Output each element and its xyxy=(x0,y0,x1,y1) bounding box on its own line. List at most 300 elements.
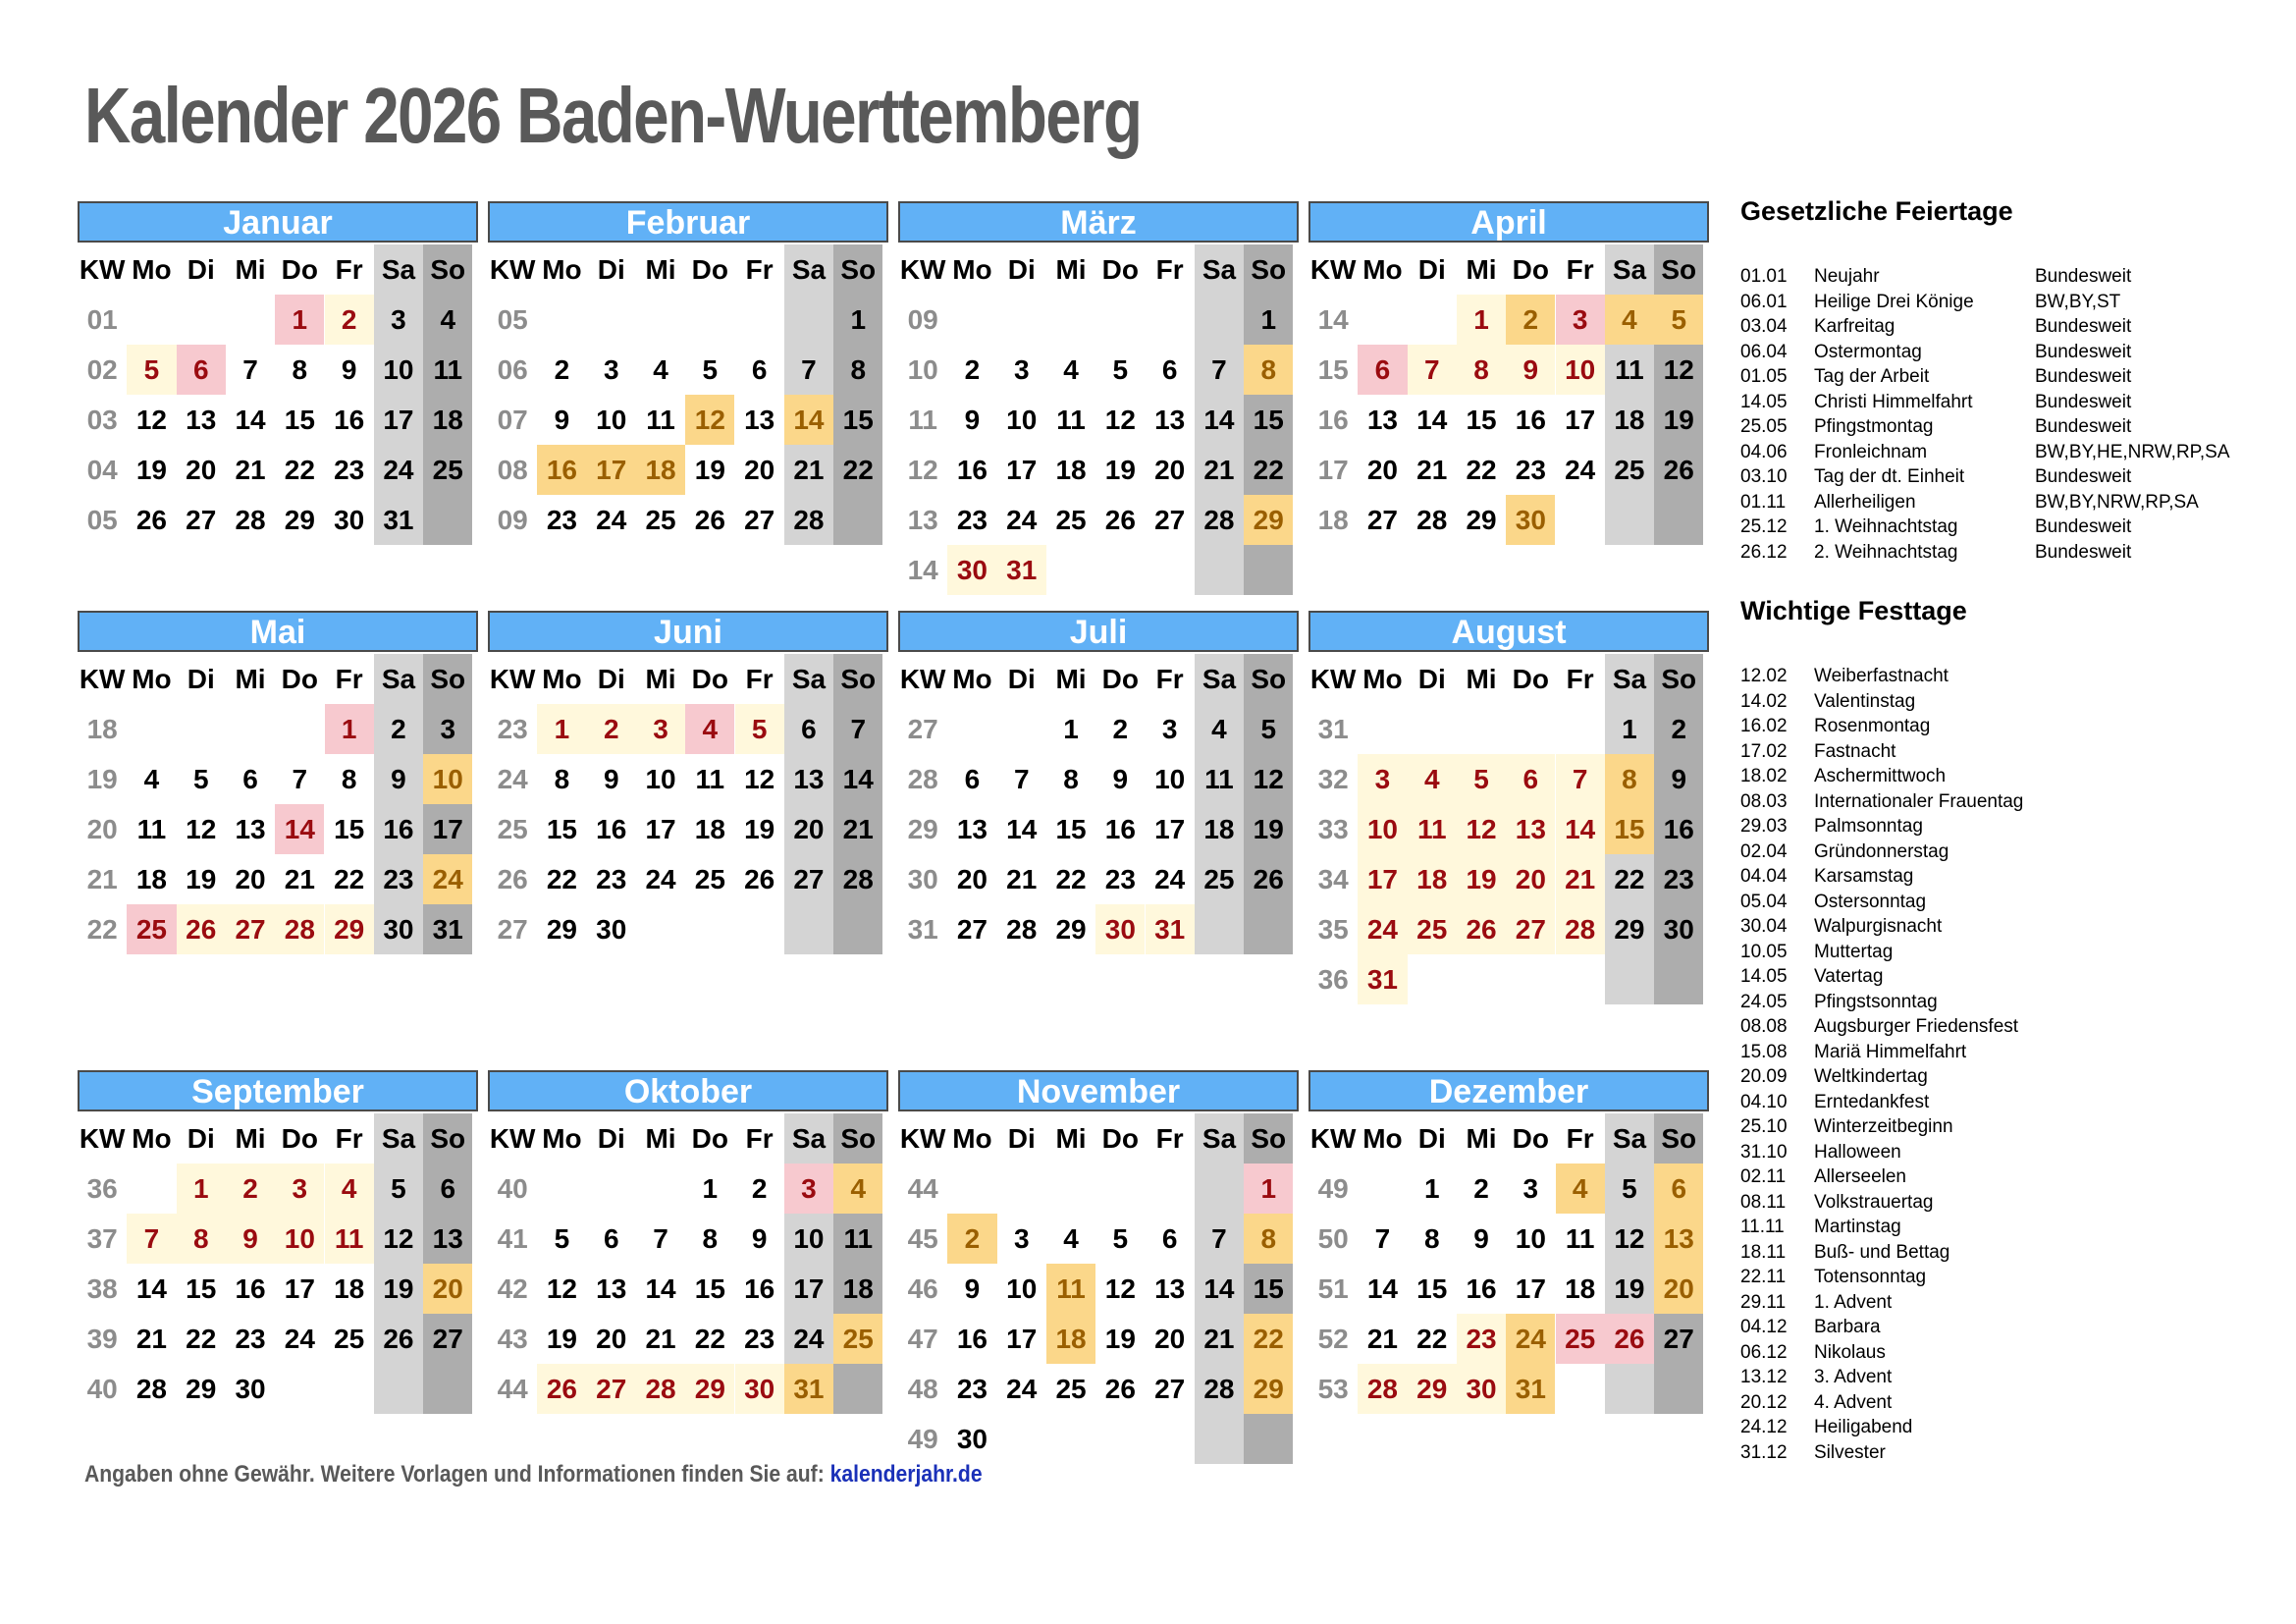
day-cell: 17 xyxy=(1006,1324,1038,1354)
weekday-header: Mi xyxy=(235,1123,266,1154)
week-number: 36 xyxy=(86,1173,118,1204)
empty-day-cell xyxy=(636,1164,685,1214)
day-cell: 23 xyxy=(383,864,414,894)
weekday-header: Mi xyxy=(1055,664,1087,694)
day-cell: 22 xyxy=(284,455,315,485)
holiday-row xyxy=(1740,464,2290,490)
day-cell: 19 xyxy=(1614,1273,1645,1304)
holiday-region: Bundesweit xyxy=(2035,366,2132,387)
day-cell: 20 xyxy=(956,864,988,894)
weekday-header: Mo xyxy=(542,664,582,694)
day-cell: 8 xyxy=(1605,754,1654,804)
day-cell: 28 xyxy=(1006,914,1038,945)
weekday-header: Mi xyxy=(1466,254,1497,285)
holiday-name: Christi Himmelfahrt xyxy=(1814,391,1973,412)
weekday-header: Do xyxy=(1512,664,1549,694)
weekday-header: Di xyxy=(1007,664,1036,694)
festival-name: Muttertag xyxy=(1814,941,1894,962)
day-cell: 16 xyxy=(596,814,627,844)
day-cell: 3 xyxy=(440,714,456,744)
week-number: 20 xyxy=(86,814,118,844)
day-cell: 26 xyxy=(135,505,168,535)
day-cell: 5 xyxy=(1260,714,1277,744)
day-cell: 25 xyxy=(1556,1314,1605,1364)
day-cell: 17 xyxy=(1154,814,1186,844)
day-cell: 28 xyxy=(235,505,266,535)
festival-name: Volkstrauertag xyxy=(1814,1191,1934,1213)
day-cell: 17 xyxy=(645,814,676,844)
day-cell: 2 xyxy=(751,1173,768,1204)
day-cell: 30 xyxy=(383,914,414,945)
week-number: 10 xyxy=(907,354,938,385)
day-cell: 12 xyxy=(685,395,734,445)
day-cell: 4 xyxy=(325,1164,374,1214)
day-cell: 16 xyxy=(1104,814,1136,844)
festival-date: 24.12 xyxy=(1740,1417,1788,1437)
day-cell: 1 xyxy=(850,304,867,335)
day-cell: 4 xyxy=(1605,295,1654,345)
festival-date: 30.04 xyxy=(1740,916,1788,937)
day-cell: 3 xyxy=(1013,1223,1030,1254)
month-days-grid xyxy=(898,1113,1299,1464)
day-cell: 15 xyxy=(1416,1273,1448,1304)
day-cell: 6 xyxy=(964,764,981,794)
weekday-header: Di xyxy=(597,1123,625,1154)
legal-holidays-title: Gesetzliche Feiertage xyxy=(1740,196,2013,226)
day-cell: 25 xyxy=(645,505,676,535)
day-cell: 16 xyxy=(235,1273,266,1304)
day-cell: 28 xyxy=(1203,505,1235,535)
weekday-header: So xyxy=(840,664,877,694)
weekday-header: Sa xyxy=(1612,1123,1647,1154)
festival-name: Aschermittwoch xyxy=(1814,766,1947,786)
holiday-region: Bundesweit xyxy=(2035,391,2132,412)
festival-name: Rosenmontag xyxy=(1814,716,1931,736)
day-cell: 1 xyxy=(1063,714,1079,744)
empty-day-cell xyxy=(127,704,176,754)
day-cell: 22 xyxy=(334,864,365,894)
day-cell: 8 xyxy=(1423,1223,1440,1254)
festival-row xyxy=(1740,1415,2290,1440)
day-cell: 17 xyxy=(1515,1273,1546,1304)
empty-day-cell xyxy=(1146,295,1195,345)
festival-date: 06.12 xyxy=(1740,1341,1788,1363)
day-cell: 31 xyxy=(1146,904,1195,954)
day-cell: 12 xyxy=(1104,405,1136,435)
weekday-header: Di xyxy=(1007,254,1036,285)
month-title: April xyxy=(1308,201,1709,243)
holiday-region: Bundesweit xyxy=(2035,541,2132,563)
festival-name: Halloween xyxy=(1814,1141,1901,1163)
month-days-grid xyxy=(78,244,478,545)
day-cell: 11 xyxy=(433,354,463,385)
day-cell: 27 xyxy=(432,1324,463,1354)
month-days-grid xyxy=(78,1113,478,1414)
day-cell: 4 xyxy=(685,704,734,754)
week-number: 14 xyxy=(907,555,938,585)
day-cell: 30 xyxy=(596,914,627,945)
festival-name: Vatertag xyxy=(1814,966,1884,987)
festival-name: Silvester xyxy=(1814,1441,1886,1463)
day-cell: 18 xyxy=(842,1273,874,1304)
holiday-row xyxy=(1740,490,2290,515)
day-cell: 31 xyxy=(997,545,1046,595)
day-cell: 10 xyxy=(1358,804,1407,854)
festival-row xyxy=(1740,864,2290,890)
day-cell: 2 xyxy=(391,714,406,744)
day-cell: 19 xyxy=(1663,405,1694,435)
week-number: 26 xyxy=(497,864,528,894)
day-cell: 11 xyxy=(843,1223,874,1254)
festival-date: 02.04 xyxy=(1740,840,1788,862)
day-cell: 8 xyxy=(702,1223,719,1254)
festival-date: 24.05 xyxy=(1740,991,1788,1012)
weekday-header: Mo xyxy=(952,1123,992,1154)
day-cell: 28 xyxy=(1556,904,1605,954)
festival-name: Internationaler Frauentag xyxy=(1814,790,2024,812)
weekday-header: Sa xyxy=(1201,254,1237,285)
month-title: Dezember xyxy=(1308,1070,1709,1111)
week-number: 09 xyxy=(497,505,528,535)
footer xyxy=(84,1461,983,1489)
day-cell: 1 xyxy=(275,295,324,345)
day-cell: 14 xyxy=(275,804,324,854)
holiday-name: Pfingstmontag xyxy=(1814,416,1934,437)
month-title: November xyxy=(898,1070,1299,1111)
holiday-name: Ostermontag xyxy=(1814,341,1922,362)
week-number-header: KW xyxy=(489,1123,536,1154)
holiday-row xyxy=(1740,390,2290,415)
day-cell: 4 xyxy=(143,764,160,794)
week-number: 37 xyxy=(86,1223,118,1254)
day-cell: 12 xyxy=(1253,764,1284,794)
week-number: 13 xyxy=(907,505,938,535)
day-cell: 4 xyxy=(1556,1164,1605,1214)
day-cell: 27 xyxy=(744,505,775,535)
weekday-header: Mi xyxy=(1055,1123,1087,1154)
weekday-header: So xyxy=(840,1123,877,1154)
day-cell: 21 xyxy=(1203,455,1235,485)
empty-day-cell xyxy=(1654,495,1703,545)
day-cell: 7 xyxy=(1556,754,1605,804)
day-cell: 29 xyxy=(546,914,578,945)
week-number: 40 xyxy=(86,1374,118,1404)
day-cell: 5 xyxy=(1654,295,1703,345)
day-cell: 22 xyxy=(186,1324,217,1354)
day-cell: 11 xyxy=(1615,354,1644,385)
weekday-header: So xyxy=(1661,1123,1697,1154)
empty-day-cell xyxy=(1358,1164,1407,1214)
day-cell: 4 xyxy=(1211,714,1227,744)
day-cell: 31 xyxy=(1358,954,1407,1004)
holiday-date: 06.04 xyxy=(1740,341,1788,362)
day-cell: 16 xyxy=(1466,1273,1497,1304)
week-number: 27 xyxy=(907,714,938,744)
empty-day-cell xyxy=(1095,545,1145,595)
festival-date: 13.12 xyxy=(1740,1367,1788,1387)
week-number: 25 xyxy=(497,814,528,844)
weekday-header: Di xyxy=(597,254,625,285)
day-cell: 23 xyxy=(956,505,988,535)
day-cell: 28 xyxy=(135,1374,168,1404)
day-cell: 2 xyxy=(554,354,570,385)
week-number: 22 xyxy=(86,914,118,945)
weekday-header: Sa xyxy=(381,254,416,285)
day-cell: 2 xyxy=(947,1214,996,1264)
week-number: 27 xyxy=(497,914,528,945)
weekday-header: Sa xyxy=(791,1123,827,1154)
day-cell: 27 xyxy=(226,904,275,954)
day-cell: 24 xyxy=(423,854,472,904)
festival-name: Nikolaus xyxy=(1814,1341,1886,1363)
empty-day-cell xyxy=(127,295,176,345)
day-cell: 29 xyxy=(1466,505,1497,535)
week-number: 47 xyxy=(907,1324,938,1354)
week-number: 36 xyxy=(1317,964,1349,995)
week-number: 31 xyxy=(1317,714,1349,744)
day-cell: 31 xyxy=(432,914,463,945)
festival-row xyxy=(1740,1064,2290,1090)
weekday-header: Mo xyxy=(132,1123,172,1154)
week-number: 04 xyxy=(86,455,118,485)
festival-row xyxy=(1740,964,2290,990)
day-cell: 19 xyxy=(383,1273,414,1304)
day-cell: 18 xyxy=(334,1273,365,1304)
day-cell: 1 xyxy=(1244,1164,1293,1214)
empty-day-cell xyxy=(374,1364,423,1414)
day-cell: 19 xyxy=(1104,455,1136,485)
weekday-header: Fr xyxy=(745,254,774,285)
empty-day-cell xyxy=(1195,1414,1244,1464)
empty-day-cell xyxy=(275,704,324,754)
weekday-header: Sa xyxy=(791,254,827,285)
month-block xyxy=(78,1070,478,1414)
day-cell: 4 xyxy=(1063,1223,1079,1254)
day-cell: 23 xyxy=(744,1324,775,1354)
day-cell: 22 xyxy=(694,1324,725,1354)
day-cell: 25 xyxy=(127,904,176,954)
weekday-header: Mi xyxy=(645,664,676,694)
holiday-row xyxy=(1740,540,2290,566)
empty-day-cell xyxy=(636,904,685,954)
day-cell: 13 xyxy=(1366,405,1399,435)
day-cell: 12 xyxy=(1104,1273,1136,1304)
day-cell: 6 xyxy=(603,1223,619,1254)
festival-name: 4. Advent xyxy=(1814,1391,1893,1413)
day-cell: 7 xyxy=(850,714,867,744)
empty-day-cell xyxy=(997,1164,1046,1214)
day-cell: 4 xyxy=(833,1164,882,1214)
weekday-header: Fr xyxy=(1155,254,1184,285)
day-cell: 1 xyxy=(702,1173,719,1204)
day-cell: 11 xyxy=(695,764,725,794)
day-cell: 9 xyxy=(603,764,619,794)
day-cell: 24 xyxy=(596,505,627,535)
week-number: 48 xyxy=(907,1374,938,1404)
weekday-header: Mi xyxy=(1466,1123,1497,1154)
day-cell: 9 xyxy=(1473,1223,1489,1254)
day-cell: 6 xyxy=(1358,345,1407,395)
holiday-name: 2. Weihnachtstag xyxy=(1814,541,1958,563)
day-cell: 3 xyxy=(784,1164,833,1214)
festival-row xyxy=(1740,664,2290,689)
day-cell: 22 xyxy=(842,455,874,485)
day-cell: 22 xyxy=(1055,864,1087,894)
festival-row xyxy=(1740,1040,2290,1065)
day-cell: 19 xyxy=(1253,814,1284,844)
month-block xyxy=(488,611,888,954)
empty-day-cell xyxy=(833,495,882,545)
day-cell: 5 xyxy=(1112,354,1129,385)
empty-day-cell xyxy=(1195,1164,1244,1214)
day-cell: 23 xyxy=(235,1324,266,1354)
empty-day-cell xyxy=(1046,1414,1095,1464)
holiday-name: Karfreitag xyxy=(1814,316,1896,337)
empty-day-cell xyxy=(1457,954,1506,1004)
day-cell: 3 xyxy=(1161,714,1178,744)
weekday-header: Sa xyxy=(1201,664,1237,694)
holiday-date: 03.10 xyxy=(1740,466,1788,487)
holiday-date: 06.01 xyxy=(1740,291,1788,312)
day-cell: 21 xyxy=(793,455,825,485)
day-cell: 20 xyxy=(1366,455,1399,485)
weekday-header: Sa xyxy=(1612,664,1647,694)
weekday-header: Do xyxy=(1512,1123,1549,1154)
holiday-date: 01.01 xyxy=(1740,266,1788,287)
day-cell: 6 xyxy=(801,714,817,744)
empty-day-cell xyxy=(1556,704,1605,754)
weekday-header: Di xyxy=(597,664,625,694)
week-number: 32 xyxy=(1317,764,1349,794)
weekday-header: Di xyxy=(1417,1123,1446,1154)
week-number: 08 xyxy=(497,455,528,485)
day-cell: 6 xyxy=(1654,1164,1703,1214)
empty-day-cell xyxy=(537,1164,586,1214)
footer-link[interactable]: kalenderjahr.de xyxy=(829,1461,983,1488)
empty-day-cell xyxy=(1046,295,1095,345)
day-cell: 23 xyxy=(1663,864,1694,894)
festival-date: 12.02 xyxy=(1740,666,1788,686)
empty-day-cell xyxy=(1146,545,1195,595)
holiday-date: 25.05 xyxy=(1740,416,1788,437)
day-cell: 10 xyxy=(793,1223,825,1254)
day-cell: 27 xyxy=(1154,505,1186,535)
day-cell: 18 xyxy=(1055,455,1087,485)
day-cell: 25 xyxy=(1614,455,1645,485)
empty-day-cell xyxy=(1605,495,1654,545)
weekday-header: Do xyxy=(691,664,728,694)
day-cell: 5 xyxy=(192,764,209,794)
festival-row xyxy=(1740,1240,2290,1266)
month-days-grid xyxy=(898,654,1299,954)
day-cell: 27 xyxy=(1663,1324,1694,1354)
day-cell: 14 xyxy=(1416,405,1448,435)
holiday-date: 01.11 xyxy=(1740,491,1787,513)
festivals-title: Wichtige Festtage xyxy=(1740,596,1967,625)
week-number-header: KW xyxy=(1309,664,1357,694)
week-number: 11 xyxy=(908,405,937,435)
week-number: 17 xyxy=(1317,455,1349,485)
festival-row xyxy=(1740,1315,2290,1340)
weekday-header: Fr xyxy=(335,254,363,285)
empty-day-cell xyxy=(177,295,226,345)
day-cell: 20 xyxy=(186,455,217,485)
day-cell: 13 xyxy=(1154,405,1186,435)
day-cell: 9 xyxy=(226,1214,275,1264)
day-cell: 20 xyxy=(235,864,266,894)
festival-row xyxy=(1740,689,2290,715)
day-cell: 26 xyxy=(1104,505,1136,535)
week-number: 41 xyxy=(497,1223,528,1254)
day-cell: 3 xyxy=(275,1164,324,1214)
day-cell: 30 xyxy=(334,505,365,535)
festival-name: Allerseelen xyxy=(1814,1166,1906,1187)
week-number: 21 xyxy=(86,864,118,894)
day-cell: 9 xyxy=(554,405,570,435)
day-cell: 16 xyxy=(956,455,988,485)
day-cell: 9 xyxy=(1671,764,1687,794)
month-days-grid xyxy=(1308,244,1709,545)
day-cell: 6 xyxy=(242,764,258,794)
day-cell: 24 xyxy=(1506,1314,1555,1364)
month-title: Juli xyxy=(898,611,1299,652)
weekday-header: Fr xyxy=(745,664,774,694)
day-cell: 5 xyxy=(1112,1223,1129,1254)
day-cell: 28 xyxy=(275,904,324,954)
empty-day-cell xyxy=(833,1364,882,1414)
day-cell: 15 xyxy=(694,1273,725,1304)
day-cell: 24 xyxy=(793,1324,825,1354)
festival-date: 08.08 xyxy=(1740,1016,1788,1037)
festival-row xyxy=(1740,764,2290,789)
day-cell: 7 xyxy=(1211,354,1227,385)
day-cell: 18 xyxy=(1408,854,1457,904)
month-title: September xyxy=(78,1070,478,1111)
empty-day-cell xyxy=(1556,1364,1605,1414)
festival-row xyxy=(1740,814,2290,839)
festival-name: 1. Advent xyxy=(1814,1291,1893,1313)
festivals-list xyxy=(1740,664,2290,1465)
holiday-region: Bundesweit xyxy=(2035,416,2132,437)
week-number: 49 xyxy=(1317,1173,1349,1204)
holiday-name: 1. Weihnachtstag xyxy=(1814,516,1958,537)
holiday-date: 26.12 xyxy=(1740,541,1788,563)
month-title: August xyxy=(1308,611,1709,652)
month-days-grid xyxy=(78,654,478,954)
day-cell: 10 xyxy=(1154,764,1186,794)
week-number: 03 xyxy=(86,405,118,435)
holiday-sidebar xyxy=(1740,196,2290,1465)
day-cell: 5 xyxy=(702,354,719,385)
day-cell: 28 xyxy=(1416,505,1448,535)
festival-date: 08.03 xyxy=(1740,790,1788,812)
empty-day-cell xyxy=(735,295,784,345)
day-cell: 21 xyxy=(645,1324,676,1354)
day-cell: 24 xyxy=(383,455,414,485)
day-cell: 13 xyxy=(596,1273,627,1304)
week-number: 33 xyxy=(1317,814,1349,844)
day-cell: 7 xyxy=(1408,345,1457,395)
empty-day-cell xyxy=(1046,545,1095,595)
day-cell: 23 xyxy=(1104,864,1136,894)
day-cell: 29 xyxy=(685,1364,734,1414)
day-cell: 25 xyxy=(694,864,725,894)
day-cell: 25 xyxy=(1203,864,1235,894)
empty-day-cell xyxy=(226,295,275,345)
day-cell: 18 xyxy=(1046,1314,1095,1364)
empty-day-cell xyxy=(1408,954,1457,1004)
festival-date: 20.09 xyxy=(1740,1066,1788,1087)
